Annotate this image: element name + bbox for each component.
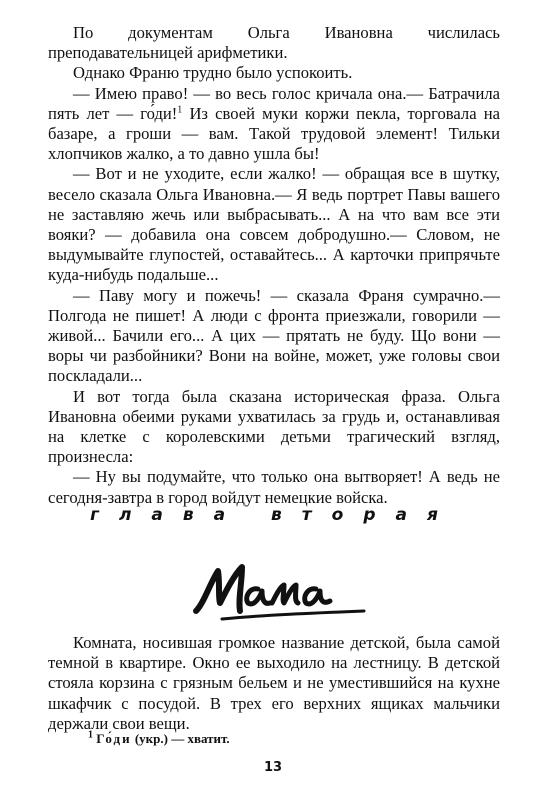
paragraph: — Паву могу и пожечь! — сказала Франя сумрачно.— Полгода не пишет! А люди с фронта приезжали, говорили — живой... Бачили его... А цих — прятать не буду. Що вони — воры чи разбойники? Вони на войне, может, уже головы свои поскладали... (48, 285, 500, 386)
paragraph: — Ну вы подумайте, что только она вытворяет! А ведь не сегодня-завтра в город войдут немецкие войска. (48, 467, 500, 507)
paragraph-text: Из своей муки коржи пекла, торговала на базаре, а гроши — вам. Такой трудовой элемент! Тильки хлопчиков жалко, а то давно ушла бы! (48, 103, 500, 164)
paragraph: Комната, носившая громкое название детской, была самой темной в квартире. Окно ее выходило на лестницу. В детской стояла корзина с грязным бельем и не уместившийся на кухне шкафчик с посудой. В трех его верхних ящиках мальчики держали свои вещи. (48, 633, 500, 733)
footnote (88, 731, 230, 747)
chapter-body (48, 633, 500, 734)
paragraph: По документам Ольга Ивановна числилась преподавательницей арифметики. (48, 23, 500, 63)
page-number: 13 (263, 760, 283, 775)
chapter-label: глава вторая (90, 505, 458, 525)
paragraph: Однако Франю трудно было успокоить. (73, 63, 353, 83)
main-text (48, 23, 500, 508)
footnote-reference: 1 (177, 104, 183, 116)
footnote-mark: 1 (88, 729, 93, 741)
paragraph (48, 84, 500, 165)
chapter-title (48, 553, 500, 633)
chapter-title-script (174, 553, 374, 633)
footnote-gloss: (укр.) — хватит. (134, 731, 230, 746)
paragraph: — Вот и не уходите, если жалко! — обращая все в шутку, весело сказала Ольга Ивановна.— Я ведь портрет Павы вашего не заставляю жечь или выбрасывать... А на что вам все эти вояки? — добавила она совсем добродушно.— Словом, не выдумывайте глупостей, оставайтесь... А карточки припрячьте куда-нибудь подальше... (48, 164, 500, 285)
paragraph: И вот тогда была сказана историческая фраза. Ольга Ивановна обеими руками ухватилась за грудь и, останавливая на клетке с королевскими детьми трагический взгляд, произнесла: (48, 386, 500, 467)
paragraph-text: — Имею право! — во весь голос кричала она.— Батрачила пять лет — го́ди! (48, 83, 500, 123)
footnote-term: Го́ди (96, 731, 132, 746)
